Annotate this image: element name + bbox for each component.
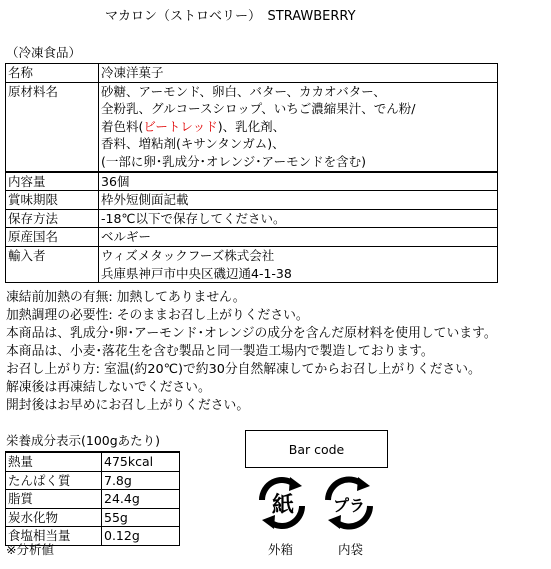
nutrition-label: たんぱく質 [6,471,102,490]
product-info-table [5,63,498,283]
table-row [6,64,498,83]
note-line: お召し上がり方: 室温(約20℃)で約30分自然解凍してからお召し上がりください。 [6,362,481,377]
colorant-highlight: ビートレッド [143,118,218,134]
ingredients-line: 全粉乳、グルコースシロップ、いちご濃縮果汁、でん粉/ [101,101,416,117]
nutrition-label: 炭水化物 [6,508,102,527]
nutrition-value: 24.4g [102,490,180,509]
nutrition-table [5,451,180,546]
ingredients-line: 砂糖、アーモンド、卵白、バター、カカオバター、 [101,83,386,99]
table-row [6,508,180,527]
plastic-mark-text: プラ [332,496,366,515]
paper-caption: 外箱 [268,542,294,557]
name-label: 名称 [6,64,99,83]
table-row [6,471,180,490]
nutrition-title: 栄養成分表示(100gあたり) [6,433,161,448]
expiry-label: 賞味期限 [6,191,99,210]
table-row [6,490,180,509]
plastic-recycle-icon [318,474,380,532]
plastic-caption: 内袋 [338,542,364,557]
table-row [6,191,498,210]
storage-label: 保存方法 [6,209,99,228]
ingredients-line [101,118,495,136]
nutrition-value: 7.8g [102,471,180,490]
note-line: 凍結前加熱の有無: 加熱してありません。 [6,290,246,305]
nutrition-label: 熱量 [6,452,102,471]
storage-value: -18℃以下で保存してください。 [99,209,498,228]
note-line: 加熱調理の必要性: そのままお召し上がりください。 [6,308,309,323]
name-value: 冷凍洋菓子 [99,64,498,83]
ingredients-line: 香料、増粘剤(キサンタンガム)、 [101,136,285,152]
barcode-label: Bar code [288,441,345,457]
origin-label: 原産国名 [6,228,99,247]
note-line: 開封後はお早めにお召し上がりください。 [6,398,250,413]
note-line: 本商品は、小麦･落花生を含む製品と同一製造工場内で製造しております。 [6,344,434,359]
importer-value [99,246,498,282]
table-row [6,209,498,228]
importer-address: 兵庫県神戸市中央区磯辺通4-1-38 [101,265,292,281]
paper-recycle-icon [252,474,312,532]
product-title: マカロン（ストロベリー） STRAWBERRY [105,9,356,24]
table-row [6,246,498,282]
note-line: 解凍後は再凍結しないでください。 [6,380,211,395]
origin-value: ベルギー [99,228,498,247]
nutrition-label: 食塩相当量 [6,527,102,546]
analysis-note: ※分析値 [6,542,54,557]
table-row [6,452,180,471]
table-row [6,172,498,191]
importer-name: ウィズメタックフーズ株式会社 [101,247,275,263]
ingredients-text: )、乳化剤、 [217,118,286,134]
nutrition-value: 0.12g [102,527,180,546]
nutrition-value: 55g [102,508,180,527]
contents-label: 内容量 [6,172,99,191]
barcode-box [245,430,388,468]
nutrition-label: 脂質 [6,490,102,509]
nutrition-value: 475kcal [102,452,180,471]
ingredients-label: 原材料名 [6,82,99,171]
contents-value: 36個 [99,172,498,191]
note-line: 本商品は、乳成分･卵･アーモンド･オレンジの成分を含んだ原材料を使用しています。 [6,326,497,341]
paper-mark-text: 紙 [271,493,295,518]
ingredients-text: 着色料( [101,118,144,134]
allergen-line: (一部に卵･乳成分･オレンジ･アーモンドを含む) [101,153,367,169]
table-row [6,82,498,171]
ingredients-value [99,82,498,171]
expiry-value: 枠外短側面記載 [99,191,498,210]
category-label: （冷凍食品） [6,45,82,60]
table-row [6,228,498,247]
importer-label: 輸入者 [6,246,99,282]
